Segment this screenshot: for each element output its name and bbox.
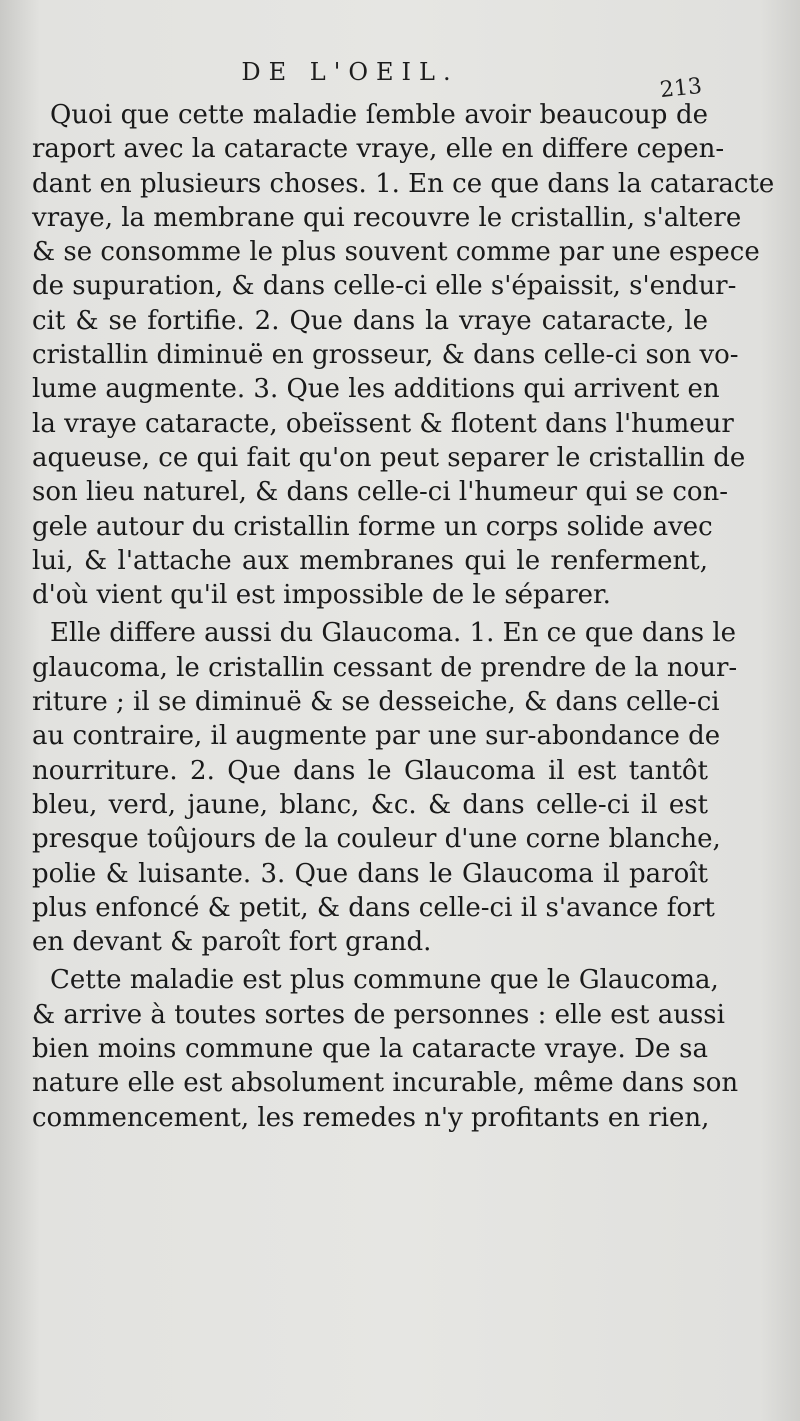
text-line: & arrive à toutes sortes de personnes : elle est aussi	[32, 999, 725, 1030]
text-line: glaucoma, le cristallin cessant de prendre de la nour-	[32, 652, 738, 683]
paragraph-1	[32, 98, 775, 612]
text-line: en devant & paroît fort grand.	[32, 927, 432, 958]
text-line: riture ; il se diminuë & se desseiche, & dans celle-ci	[32, 687, 720, 718]
paragraph-3	[32, 963, 739, 1134]
text-line: au contraire, il augmente par une sur-abondance de	[32, 721, 721, 752]
text-line: lume augmente. 3. Que les additions qui arrivent en	[32, 374, 720, 405]
page-number: 213	[658, 73, 704, 104]
text-line: d'où vient qu'il est impossible de le séparer.	[32, 580, 611, 611]
text-line: vraye, la membrane qui recouvre le cristallin, s'altere	[32, 202, 742, 233]
text-line: dant en plusieurs choses. 1. En ce que dans la cataracte	[32, 168, 775, 199]
text-line: cit & se fortifie. 2. Que dans la vraye cataracte, le	[32, 305, 708, 336]
text-line: Elle differe aussi du Glaucoma. 1. En ce que dans le	[50, 618, 737, 649]
paragraph-2	[32, 616, 738, 959]
text-line: polie & luisante. 3. Que dans le Glaucoma il paroît	[32, 858, 708, 889]
text-line: lui, & l'attache aux membranes qui le renferment,	[32, 545, 708, 576]
text-line: Cette maladie est plus commune que le Glaucoma,	[50, 965, 719, 996]
text-line: bleu, verd, jaune, blanc, &c. & dans celle-ci il est	[32, 789, 708, 820]
text-line: Quoi que cette maladie ſemble avoir beaucoup de	[50, 100, 708, 130]
text-line: son lieu naturel, & dans celle-ci l'humeur qui se con-	[32, 477, 729, 508]
body-text	[32, 98, 775, 1135]
text-line: presque toûjours de la couleur d'une corne blanche,	[32, 824, 721, 855]
text-line: gele autour du cristallin forme un corps solide avec	[32, 511, 713, 542]
text-line: de supuration, & dans celle-ci elle s'épaissit, s'endur-	[32, 271, 737, 302]
text-line: & se consomme le plus souvent comme par une espece	[32, 237, 760, 268]
text-line: aqueuse, ce qui fait qu'on peut separer le cristallin de	[32, 442, 746, 473]
text-line: nature elle est absolument incurable, même dans son	[32, 1068, 739, 1099]
running-head: DE L'OEIL.	[241, 58, 459, 86]
text-line: plus enfoncé & petit, & dans celle-ci il s'avance fort	[32, 892, 715, 923]
text-line: nourriture. 2. Que dans le Glaucoma il est tantôt	[32, 755, 708, 786]
text-line: bien moins commune que la cataracte vraye. De sa	[32, 1034, 708, 1065]
text-line: raport avec la cataracte vraye, elle en differe cepen-	[32, 134, 725, 165]
text-line: commencement, les remedes n'y profitants en rien,	[32, 1102, 710, 1133]
text-line: cristallin diminuë en grosseur, & dans celle-ci son vo-	[32, 340, 739, 371]
text-line: la vraye cataracte, obeïssent & flotent dans l'humeur	[32, 408, 734, 439]
